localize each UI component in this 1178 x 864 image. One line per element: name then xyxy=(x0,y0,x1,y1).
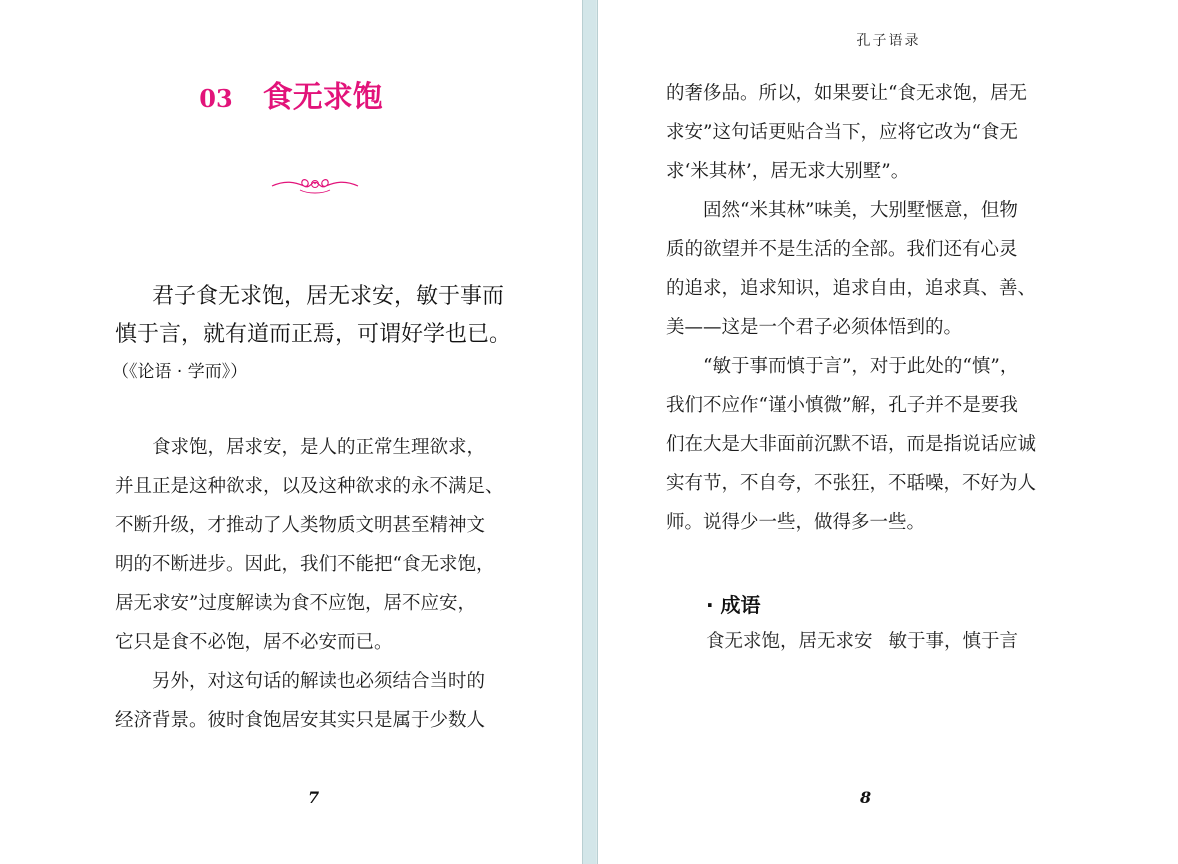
body-line: 不断升级，才推动了人类物质文明甚至精神文 xyxy=(115,515,486,536)
flourish-ornament-icon xyxy=(270,170,360,200)
idiom-heading: · 成语 xyxy=(706,593,761,617)
page-number: 8 xyxy=(860,788,872,807)
quote-line: 君子食无求饱，居无求安，敏于事而 xyxy=(152,284,505,309)
body-line: 的追求，追求知识，追求自由，追求真、善、 xyxy=(666,278,1037,299)
body-line: 求‘米其林’，居无求大别墅”。 xyxy=(666,161,910,182)
body-line: 固然“米其林”味美，大别墅惬意，但物 xyxy=(666,200,1018,221)
chapter-title-text: 食无求饱 xyxy=(262,80,383,115)
body-line: 经济背景。彼时食饱居安其实只是属于少数人 xyxy=(115,710,486,731)
body-line: 美——这是一个君子必须体悟到的。 xyxy=(666,317,963,338)
body-line: 求安”这句话更贴合当下，应将它改为“食无 xyxy=(666,122,1018,143)
idiom-item: 食无求饱，居无求安 xyxy=(706,631,873,652)
body-line: 的奢侈品。所以，如果要让“食无求饱，居无 xyxy=(666,83,1027,104)
chapter-number: 03 xyxy=(199,84,233,113)
page-number: 7 xyxy=(308,788,320,807)
body-line: 并且正是这种欲求，以及这种欲求的永不满足、 xyxy=(115,476,504,497)
body-line: 实有节，不自夸，不张狂，不聒噪，不好为人 xyxy=(666,473,1037,494)
body-line: 另外，对这句话的解读也必须结合当时的 xyxy=(115,671,486,692)
left-page xyxy=(0,0,583,864)
body-line: 食求饱，居求安，是人的正常生理欲求， xyxy=(115,437,486,458)
body-line: 师。说得少一些，做得多一些。 xyxy=(666,512,926,533)
idiom-list xyxy=(706,627,1018,653)
book-gutter xyxy=(583,0,596,864)
body-line: 我们不应作“谨小慎微”解，孔子并不是要我 xyxy=(666,395,1018,416)
quote-source: （《论语 · 学而》） xyxy=(112,362,248,382)
body-line: 质的欲望并不是生活的全部。我们还有心灵 xyxy=(666,239,1018,260)
body-line: 它只是食不必饱，居不必安而已。 xyxy=(115,632,393,653)
body-line: “敏于事而慎于言”，对于此处的“慎”， xyxy=(666,356,1019,377)
idiom-item: 敏于事，慎于言 xyxy=(888,631,1019,652)
body-line: 们在大是大非面前沉默不语，而是指说话应诚 xyxy=(666,434,1037,455)
body-line: 居无求安”过度解读为食不应饱，居不应安， xyxy=(115,593,476,614)
body-line: 明的不断进步。因此，我们不能把“食无求饱， xyxy=(115,554,495,575)
quote-line: 慎于言，就有道而正焉，可谓好学也已。 xyxy=(115,322,512,347)
chapter-title xyxy=(0,78,582,119)
right-page xyxy=(597,0,1178,864)
running-head: 孔子语录 xyxy=(856,33,921,49)
